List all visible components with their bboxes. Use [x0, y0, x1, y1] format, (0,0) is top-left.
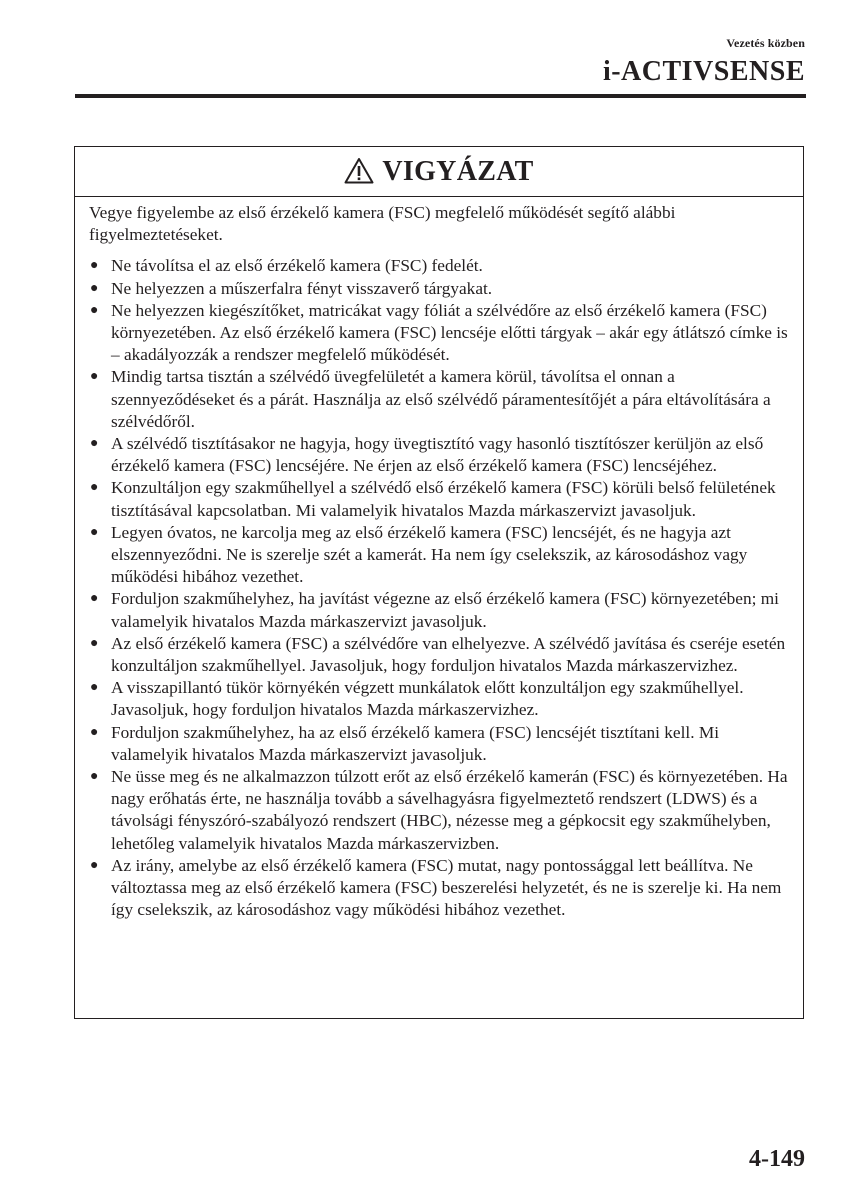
- bullet-icon: ●: [90, 280, 99, 296]
- warning-list-item-text: Legyen óvatos, ne karcolja meg az első érzékelő kamera (FSC) lencséjét, és ne hagyja azt elszennyeződni. Ne is szerelje szét a kamerát. Ha nem így cselekszik, az károsodáshoz vagy működési hibához vezethet.: [111, 522, 748, 587]
- warning-list-item: [89, 433, 791, 477]
- bullet-icon: ●: [90, 524, 99, 540]
- bullet-icon: ●: [90, 258, 99, 274]
- warning-list-item-text: Ne helyezzen a műszerfalra fényt visszaverő tárgyakat.: [111, 278, 493, 298]
- warning-list: [89, 255, 791, 921]
- header-rule: [75, 94, 806, 98]
- bullet-icon: ●: [90, 369, 99, 385]
- bullet-icon: ●: [90, 769, 99, 785]
- warning-list-item-text: Ne helyezzen kiegészítőket, matricákat vagy fóliát a szélvédőre az első érzékelő kamera (FSC) környezetében. Az első érzékelő kamera (FSC) lencséje előtti tárgyak – akár egy átlátszó címke is – akadályozzák a rendszer megfelelő működését.: [111, 300, 788, 365]
- warning-list-item-text: Ne távolítsa el az első érzékelő kamera (FSC) fedelét.: [111, 256, 483, 276]
- bullet-icon: ●: [90, 591, 99, 607]
- warning-list-item-text: A visszapillantó tükör környékén végzett munkálatok előtt konzultáljon egy szakműhellyel. Javasoljuk, hogy forduljon hivatalos Mazda márkaszervizhez.: [111, 678, 744, 720]
- warning-list-item: [89, 255, 791, 277]
- warning-list-item-text: Az első érzékelő kamera (FSC) a szélvédőre van elhelyezve. A szélvédő javítása és cseréje esetén konzultáljon szakműhellyel. Javasoljuk, hogy forduljon hivatalos Mazda márkaszervizhez.: [111, 633, 786, 676]
- warning-list-item-text: Forduljon szakműhelyhez, ha az első érzékelő kamera (FSC) lencséjét tisztítani kell. Mi valamelyik hivatalos Mazda márkaszervizt javasoljuk.: [111, 722, 720, 764]
- bullet-icon: ●: [90, 635, 99, 651]
- warning-list-item-text: Forduljon szakműhelyhez, ha javítást végezne az első érzékelő kamera (FSC) környezetében; mi valamelyik hivatalos Mazda márkaszervizt javasoljuk.: [111, 589, 779, 631]
- warning-list-item: [89, 477, 791, 521]
- warning-list-item-text: Konzultáljon egy szakműhellyel a szélvédő első érzékelő kamera (FSC) körüli belső felületének tisztításával kapcsolatban. Mi valamelyik hivatalos Mazda márkaszervizt javasoljuk.: [111, 478, 776, 520]
- warning-list-item: [89, 588, 791, 632]
- warning-list-item: [89, 855, 791, 922]
- warning-list-item-text: Mindig tartsa tisztán a szélvédő üvegfelületét a kamera körül, távolítsa el onnan a szennyeződéseket és a párát. Használja az első szélvédő páramentesítőjét a pára eltávolítására a szélvédőről.: [111, 367, 771, 431]
- warning-list-item: [89, 366, 791, 433]
- warning-list-item: [89, 633, 791, 677]
- bullet-icon: ●: [90, 680, 99, 696]
- warning-list-item: [89, 677, 791, 721]
- bullet-icon: ●: [90, 724, 99, 740]
- warning-intro: Vegye figyelembe az első érzékelő kamera (FSC) megfelelő működését segítő alábbi figyelmeztetéseket.: [89, 203, 676, 245]
- warning-list-item: [89, 300, 791, 367]
- warning-list-item-text: Az irány, amelybe az első érzékelő kamera (FSC) mutat, nagy pontossággal lett beállítva. Ne változtassa meg az első érzékelő kamera (FSC) beszerelési helyzetét, és ne is szerelje ki. Ha nem így cselekszik, az károsodáshoz vagy működési hibához vezethet.: [111, 855, 782, 920]
- warning-list-item: [89, 722, 791, 766]
- section-label: Vezetés közben: [726, 36, 805, 50]
- warning-list-item: [89, 522, 791, 589]
- page-title: i-ACTIVSENSE: [602, 56, 805, 87]
- warning-list-item-text: A szélvédő tisztításakor ne hagyja, hogy üvegtisztító vagy hasonló tisztítószer kerüljön az első érzékelő kamera (FSC) lencséjére. Ne érjen az első érzékelő kamera (FSC) lencséjéhez.: [111, 434, 764, 476]
- bullet-icon: ●: [90, 857, 99, 873]
- warning-body: [75, 197, 803, 922]
- warning-heading: [75, 147, 803, 197]
- warning-list-item: [89, 766, 791, 855]
- bullet-icon: ●: [90, 436, 99, 452]
- warning-list-item-text: Ne üsse meg és ne alkalmazzon túlzott erőt az első érzékelő kamerán (FSC) és környezetében. Ha nagy erőhatás érte, ne használja tovább a sávelhagyásra figyelmeztető rendszert (LDWS) és a távolsági fényszóró-szabályozó rendszert (HBC), nézesse meg a gépkocsit egy szakműhelyben, lehetőleg valamelyik hivatalos Mazda márkaszervizben.: [111, 767, 788, 853]
- warning-list-item: [89, 278, 791, 300]
- warning-triangle-icon: [344, 157, 374, 184]
- warning-title: VIGYÁZAT: [382, 155, 534, 187]
- page-number: 4-149: [749, 1146, 805, 1172]
- warning-box: [74, 146, 804, 1019]
- bullet-icon: ●: [90, 302, 99, 318]
- bullet-icon: ●: [90, 480, 99, 496]
